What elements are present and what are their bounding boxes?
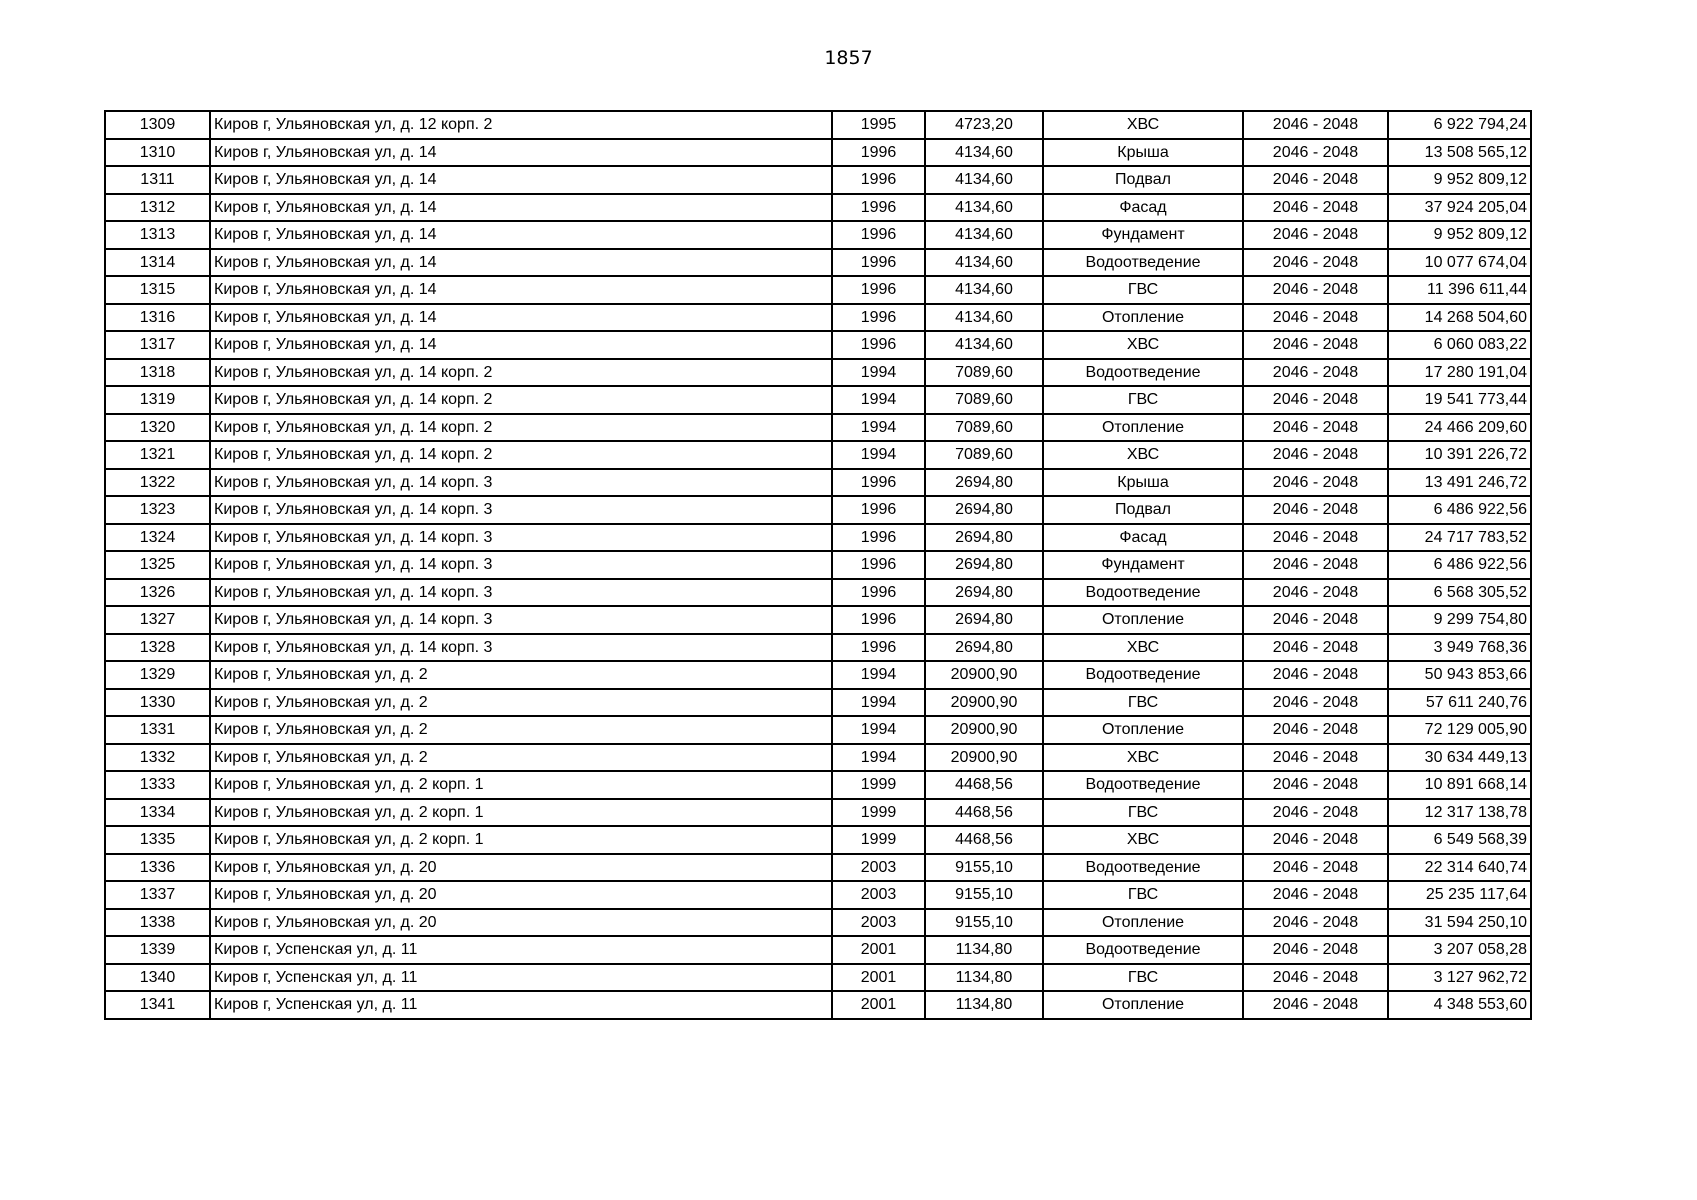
period-cell: 2046 - 2048 [1243,414,1388,442]
address-cell: Киров г, Ульяновская ул, д. 2 корп. 1 [210,826,832,854]
table-row [105,469,1531,497]
year-built-cell: 2003 [832,854,925,882]
area-cell: 2694,80 [925,551,1043,579]
year-built-cell: 1996 [832,166,925,194]
table-row [105,166,1531,194]
year-built-cell: 1994 [832,689,925,717]
table-row [105,441,1531,469]
work-type-cell: ГВС [1043,964,1243,992]
year-built-cell: 1996 [832,579,925,607]
cost-cell: 6 549 568,39 [1388,826,1531,854]
table-row [105,991,1531,1019]
table-row [105,826,1531,854]
address-cell: Киров г, Ульяновская ул, д. 20 [210,881,832,909]
work-type-cell: Водоотведение [1043,661,1243,689]
area-cell: 1134,80 [925,991,1043,1019]
work-type-cell: Фасад [1043,194,1243,222]
work-type-cell: Отопление [1043,414,1243,442]
area-cell: 9155,10 [925,881,1043,909]
period-cell: 2046 - 2048 [1243,826,1388,854]
table-row [105,111,1531,139]
area-cell: 4134,60 [925,249,1043,277]
row-number-cell: 1321 [105,441,210,469]
year-built-cell: 1999 [832,826,925,854]
year-built-cell: 1994 [832,414,925,442]
row-number-cell: 1320 [105,414,210,442]
address-cell: Киров г, Ульяновская ул, д. 14 [210,276,832,304]
area-cell: 2694,80 [925,634,1043,662]
row-number-cell: 1335 [105,826,210,854]
cost-cell: 12 317 138,78 [1388,799,1531,827]
table-row [105,551,1531,579]
row-number-cell: 1333 [105,771,210,799]
area-cell: 4134,60 [925,139,1043,167]
period-cell: 2046 - 2048 [1243,221,1388,249]
cost-cell: 9 299 754,80 [1388,606,1531,634]
area-cell: 1134,80 [925,964,1043,992]
work-type-cell: Фундамент [1043,221,1243,249]
table-row [105,331,1531,359]
table-row [105,909,1531,937]
address-cell: Киров г, Успенская ул, д. 11 [210,964,832,992]
cost-cell: 3 949 768,36 [1388,634,1531,662]
period-cell: 2046 - 2048 [1243,386,1388,414]
work-type-cell: Крыша [1043,469,1243,497]
address-cell: Киров г, Ульяновская ул, д. 14 корп. 3 [210,551,832,579]
table-row [105,964,1531,992]
cost-cell: 6 486 922,56 [1388,496,1531,524]
cost-cell: 31 594 250,10 [1388,909,1531,937]
table-body [105,111,1531,1019]
work-type-cell: ХВС [1043,826,1243,854]
table-row [105,661,1531,689]
work-type-cell: ГВС [1043,689,1243,717]
address-cell: Киров г, Ульяновская ул, д. 14 корп. 3 [210,634,832,662]
cost-cell: 25 235 117,64 [1388,881,1531,909]
row-number-cell: 1319 [105,386,210,414]
cost-cell: 57 611 240,76 [1388,689,1531,717]
period-cell: 2046 - 2048 [1243,249,1388,277]
area-cell: 2694,80 [925,524,1043,552]
year-built-cell: 1994 [832,744,925,772]
table-row [105,139,1531,167]
address-cell: Киров г, Ульяновская ул, д. 2 [210,661,832,689]
year-built-cell: 2003 [832,881,925,909]
year-built-cell: 1996 [832,496,925,524]
row-number-cell: 1311 [105,166,210,194]
row-number-cell: 1332 [105,744,210,772]
cost-cell: 17 280 191,04 [1388,359,1531,387]
work-type-cell: Водоотведение [1043,936,1243,964]
address-cell: Киров г, Ульяновская ул, д. 14 корп. 3 [210,469,832,497]
work-type-cell: ГВС [1043,276,1243,304]
address-cell: Киров г, Успенская ул, д. 11 [210,991,832,1019]
address-cell: Киров г, Ульяновская ул, д. 14 [210,221,832,249]
year-built-cell: 1996 [832,304,925,332]
table-row [105,579,1531,607]
year-built-cell: 1996 [832,606,925,634]
row-number-cell: 1336 [105,854,210,882]
period-cell: 2046 - 2048 [1243,909,1388,937]
address-cell: Киров г, Ульяновская ул, д. 20 [210,909,832,937]
address-cell: Киров г, Ульяновская ул, д. 14 [210,139,832,167]
work-type-cell: Отопление [1043,716,1243,744]
area-cell: 1134,80 [925,936,1043,964]
period-cell: 2046 - 2048 [1243,331,1388,359]
work-type-cell: ХВС [1043,441,1243,469]
row-number-cell: 1328 [105,634,210,662]
work-type-cell: ГВС [1043,386,1243,414]
period-cell: 2046 - 2048 [1243,854,1388,882]
year-built-cell: 1996 [832,249,925,277]
area-cell: 4134,60 [925,276,1043,304]
work-type-cell: Фасад [1043,524,1243,552]
repair-schedule-table [104,110,1532,1020]
year-built-cell: 1994 [832,716,925,744]
work-type-cell: Водоотведение [1043,854,1243,882]
cost-cell: 37 924 205,04 [1388,194,1531,222]
area-cell: 4468,56 [925,771,1043,799]
row-number-cell: 1325 [105,551,210,579]
year-built-cell: 1999 [832,799,925,827]
row-number-cell: 1316 [105,304,210,332]
address-cell: Киров г, Ульяновская ул, д. 14 корп. 2 [210,441,832,469]
cost-cell: 30 634 449,13 [1388,744,1531,772]
table-row [105,221,1531,249]
row-number-cell: 1327 [105,606,210,634]
row-number-cell: 1329 [105,661,210,689]
cost-cell: 10 077 674,04 [1388,249,1531,277]
table-row [105,386,1531,414]
year-built-cell: 1996 [832,221,925,249]
period-cell: 2046 - 2048 [1243,166,1388,194]
period-cell: 2046 - 2048 [1243,469,1388,497]
cost-cell: 4 348 553,60 [1388,991,1531,1019]
area-cell: 20900,90 [925,744,1043,772]
work-type-cell: Подвал [1043,496,1243,524]
address-cell: Киров г, Ульяновская ул, д. 2 [210,744,832,772]
table-row [105,936,1531,964]
address-cell: Киров г, Ульяновская ул, д. 14 корп. 3 [210,496,832,524]
work-type-cell: Водоотведение [1043,249,1243,277]
table-row [105,414,1531,442]
period-cell: 2046 - 2048 [1243,964,1388,992]
cost-cell: 3 207 058,28 [1388,936,1531,964]
work-type-cell: Фундамент [1043,551,1243,579]
row-number-cell: 1309 [105,111,210,139]
table-row [105,359,1531,387]
area-cell: 4134,60 [925,331,1043,359]
area-cell: 4134,60 [925,194,1043,222]
year-built-cell: 1994 [832,661,925,689]
period-cell: 2046 - 2048 [1243,551,1388,579]
area-cell: 20900,90 [925,716,1043,744]
area-cell: 7089,60 [925,386,1043,414]
work-type-cell: ХВС [1043,634,1243,662]
table-row [105,496,1531,524]
period-cell: 2046 - 2048 [1243,661,1388,689]
cost-cell: 6 060 083,22 [1388,331,1531,359]
period-cell: 2046 - 2048 [1243,881,1388,909]
period-cell: 2046 - 2048 [1243,936,1388,964]
cost-cell: 10 391 226,72 [1388,441,1531,469]
address-cell: Киров г, Ульяновская ул, д. 14 [210,331,832,359]
row-number-cell: 1340 [105,964,210,992]
address-cell: Киров г, Ульяновская ул, д. 14 корп. 3 [210,579,832,607]
row-number-cell: 1313 [105,221,210,249]
table-row [105,771,1531,799]
table-row [105,249,1531,277]
area-cell: 9155,10 [925,854,1043,882]
work-type-cell: ГВС [1043,881,1243,909]
cost-cell: 22 314 640,74 [1388,854,1531,882]
area-cell: 2694,80 [925,469,1043,497]
cost-cell: 13 508 565,12 [1388,139,1531,167]
area-cell: 4468,56 [925,799,1043,827]
row-number-cell: 1324 [105,524,210,552]
address-cell: Киров г, Ульяновская ул, д. 20 [210,854,832,882]
work-type-cell: Отопление [1043,304,1243,332]
period-cell: 2046 - 2048 [1243,579,1388,607]
table-row [105,854,1531,882]
period-cell: 2046 - 2048 [1243,304,1388,332]
area-cell: 2694,80 [925,606,1043,634]
address-cell: Киров г, Ульяновская ул, д. 14 корп. 3 [210,606,832,634]
address-cell: Киров г, Ульяновская ул, д. 14 корп. 2 [210,386,832,414]
year-built-cell: 1994 [832,441,925,469]
address-cell: Киров г, Ульяновская ул, д. 14 корп. 2 [210,359,832,387]
year-built-cell: 1995 [832,111,925,139]
address-cell: Киров г, Ульяновская ул, д. 14 [210,304,832,332]
area-cell: 4134,60 [925,304,1043,332]
work-type-cell: Отопление [1043,606,1243,634]
cost-cell: 19 541 773,44 [1388,386,1531,414]
table-row [105,606,1531,634]
address-cell: Киров г, Ульяновская ул, д. 2 корп. 1 [210,771,832,799]
cost-cell: 24 466 209,60 [1388,414,1531,442]
table-row [105,276,1531,304]
row-number-cell: 1317 [105,331,210,359]
table-row [105,689,1531,717]
work-type-cell: ХВС [1043,111,1243,139]
work-type-cell: Водоотведение [1043,771,1243,799]
address-cell: Киров г, Ульяновская ул, д. 14 [210,249,832,277]
year-built-cell: 1996 [832,139,925,167]
year-built-cell: 2001 [832,936,925,964]
cost-cell: 13 491 246,72 [1388,469,1531,497]
address-cell: Киров г, Ульяновская ул, д. 14 корп. 3 [210,524,832,552]
period-cell: 2046 - 2048 [1243,111,1388,139]
year-built-cell: 1996 [832,469,925,497]
area-cell: 7089,60 [925,414,1043,442]
address-cell: Киров г, Ульяновская ул, д. 14 [210,194,832,222]
year-built-cell: 1999 [832,771,925,799]
period-cell: 2046 - 2048 [1243,689,1388,717]
work-type-cell: Крыша [1043,139,1243,167]
address-cell: Киров г, Ульяновская ул, д. 14 корп. 2 [210,414,832,442]
period-cell: 2046 - 2048 [1243,634,1388,662]
address-cell: Киров г, Ульяновская ул, д. 2 корп. 1 [210,799,832,827]
cost-cell: 11 396 611,44 [1388,276,1531,304]
row-number-cell: 1310 [105,139,210,167]
cost-cell: 24 717 783,52 [1388,524,1531,552]
row-number-cell: 1337 [105,881,210,909]
work-type-cell: Отопление [1043,909,1243,937]
work-type-cell: ХВС [1043,331,1243,359]
year-built-cell: 1996 [832,524,925,552]
row-number-cell: 1338 [105,909,210,937]
row-number-cell: 1326 [105,579,210,607]
cost-cell: 9 952 809,12 [1388,166,1531,194]
cost-cell: 6 568 305,52 [1388,579,1531,607]
year-built-cell: 1994 [832,359,925,387]
work-type-cell: ХВС [1043,744,1243,772]
period-cell: 2046 - 2048 [1243,606,1388,634]
address-cell: Киров г, Ульяновская ул, д. 12 корп. 2 [210,111,832,139]
row-number-cell: 1330 [105,689,210,717]
cost-cell: 50 943 853,66 [1388,661,1531,689]
row-number-cell: 1318 [105,359,210,387]
address-cell: Киров г, Ульяновская ул, д. 14 [210,166,832,194]
year-built-cell: 1996 [832,276,925,304]
row-number-cell: 1314 [105,249,210,277]
row-number-cell: 1315 [105,276,210,304]
row-number-cell: 1339 [105,936,210,964]
period-cell: 2046 - 2048 [1243,359,1388,387]
row-number-cell: 1312 [105,194,210,222]
table-row [105,634,1531,662]
address-cell: Киров г, Ульяновская ул, д. 2 [210,716,832,744]
work-type-cell: Водоотведение [1043,579,1243,607]
row-number-cell: 1341 [105,991,210,1019]
year-built-cell: 1996 [832,331,925,359]
year-built-cell: 2003 [832,909,925,937]
cost-cell: 6 922 794,24 [1388,111,1531,139]
area-cell: 4134,60 [925,221,1043,249]
area-cell: 7089,60 [925,359,1043,387]
page-number: 1857 [824,47,873,69]
work-type-cell: Водоотведение [1043,359,1243,387]
address-cell: Киров г, Успенская ул, д. 11 [210,936,832,964]
area-cell: 20900,90 [925,661,1043,689]
area-cell: 20900,90 [925,689,1043,717]
period-cell: 2046 - 2048 [1243,524,1388,552]
table-row [105,716,1531,744]
area-cell: 2694,80 [925,496,1043,524]
cost-cell: 9 952 809,12 [1388,221,1531,249]
table-row [105,524,1531,552]
cost-cell: 14 268 504,60 [1388,304,1531,332]
year-built-cell: 2001 [832,991,925,1019]
row-number-cell: 1331 [105,716,210,744]
work-type-cell: ГВС [1043,799,1243,827]
period-cell: 2046 - 2048 [1243,276,1388,304]
area-cell: 9155,10 [925,909,1043,937]
period-cell: 2046 - 2048 [1243,441,1388,469]
table-row [105,744,1531,772]
period-cell: 2046 - 2048 [1243,716,1388,744]
row-number-cell: 1323 [105,496,210,524]
cost-cell: 72 129 005,90 [1388,716,1531,744]
period-cell: 2046 - 2048 [1243,496,1388,524]
work-type-cell: Подвал [1043,166,1243,194]
area-cell: 4723,20 [925,111,1043,139]
row-number-cell: 1322 [105,469,210,497]
table-row [105,881,1531,909]
work-type-cell: Отопление [1043,991,1243,1019]
period-cell: 2046 - 2048 [1243,991,1388,1019]
area-cell: 4468,56 [925,826,1043,854]
area-cell: 7089,60 [925,441,1043,469]
year-built-cell: 1996 [832,551,925,579]
year-built-cell: 1996 [832,634,925,662]
period-cell: 2046 - 2048 [1243,799,1388,827]
year-built-cell: 1996 [832,194,925,222]
period-cell: 2046 - 2048 [1243,194,1388,222]
table-row [105,304,1531,332]
area-cell: 2694,80 [925,579,1043,607]
year-built-cell: 2001 [832,964,925,992]
row-number-cell: 1334 [105,799,210,827]
period-cell: 2046 - 2048 [1243,744,1388,772]
table-row [105,799,1531,827]
year-built-cell: 1994 [832,386,925,414]
address-cell: Киров г, Ульяновская ул, д. 2 [210,689,832,717]
period-cell: 2046 - 2048 [1243,139,1388,167]
cost-cell: 10 891 668,14 [1388,771,1531,799]
period-cell: 2046 - 2048 [1243,771,1388,799]
cost-cell: 6 486 922,56 [1388,551,1531,579]
area-cell: 4134,60 [925,166,1043,194]
table-row [105,194,1531,222]
cost-cell: 3 127 962,72 [1388,964,1531,992]
